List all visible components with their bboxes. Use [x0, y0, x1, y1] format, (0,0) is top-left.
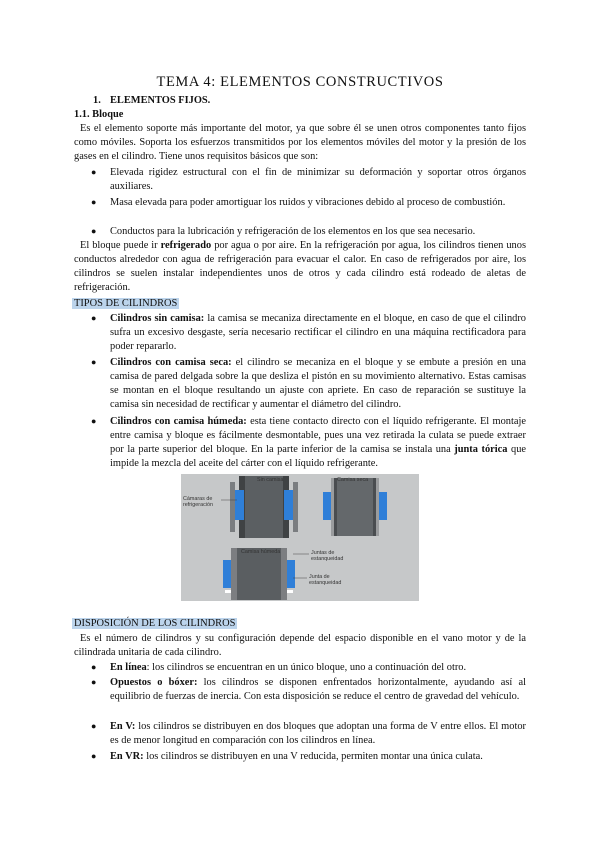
bullet-icon: ● — [91, 357, 97, 367]
cooling-bold: refrigerado — [160, 240, 212, 251]
cooling-text-post: por agua o por aire. En la refrigeración por agua, los cilindros tienen unos conductos alrededor con agua de refrigeración para evacuar el calor. En caso de refrigerados por aire, los cilindros se suelen instalar independientes unos de otros y cada cilindro está rodeado de aletas de refrigeración. — [74, 240, 526, 293]
bullet-icon: ● — [91, 662, 97, 672]
cylinder-type-item: Cilindros sin camisa: la camisa se mecaniza directamente en el bloque, en caso de que el cilindro sufra un excesivo desgaste, sería necesario rectificar el cilindro en una máquina rectificadora para poder repararlo. — [110, 313, 527, 352]
requirement-item: Masa elevada para poder amortiguar los ruidos y vibraciones debido al proceso de combustión. — [110, 197, 506, 208]
bullet-icon: ● — [91, 226, 97, 236]
bullet-icon: ● — [91, 197, 97, 207]
figure-label: Camisa húmeda — [241, 549, 281, 555]
bullet-icon: ● — [91, 751, 97, 761]
cooling-text-pre: El bloque puede ir — [80, 240, 161, 251]
cylinder-arrangement-heading: DISPOSICIÓN DE LOS CILINDROS — [74, 618, 236, 629]
bullet-icon: ● — [91, 313, 97, 323]
figure-label: Juntas de estanqueidad — [311, 550, 344, 562]
cylinder-types-heading: TIPOS DE CILINDROS — [74, 298, 178, 309]
requirement-item: Conductos para la lubricación y refrigeración de los elementos en los que sea necesario. — [110, 226, 476, 237]
arrangement-item: En VR: los cilindros se distribuyen en una V reducida, permiten montar una única culata. — [110, 751, 483, 762]
cylinder-type-item: Cilindros con camisa húmeda: esta tiene contacto directo con el líquido refrigerante. El montaje entre camisa y bloque es fácilmente desmontable, pues una vez retirada la culata se puede extraer por la parte superior del bloque. En la parte inferior de la camisa se instala una junta tórica que impide la mezcla del aceite del cárter con el líquido refrigerante. — [110, 416, 527, 469]
cooling-paragraph — [74, 239, 526, 295]
arrangement-item: Opuestos o bóxer: los cilindros se disponen enfrentados horizontalmente, ayudando así al equilibrio de fuerzas de inercia. Con esta disposición se reduce el centro de gravedad del vehículo. — [110, 677, 526, 702]
cylinder-type-item: Cilindros con camisa seca: el cilindro se mecaniza en el bloque y se embute a presión en una camisa de pared delgada sobre la que desliza el pistón en su movimiento alternativo. Estas camisas se montan en el bloque resultando un ajuste con apriete. En caso de reparación se sustituye la camisa sin necesidad de rectificar y aumentar el diámetro del cilindro. — [110, 357, 526, 410]
subsection-title: 1.1. Bloque — [74, 109, 124, 120]
requirement-item: Elevada rigidez estructural con el fin de minimizar su deformación y soportar otros órganos auxiliares. — [110, 167, 526, 192]
arrangement-intro: Es el número de cilindros y su configuración depende del espacio disponible en el vano motor y de la cilindrada unitaria de cada cilindro. — [74, 633, 526, 658]
cylinder-liners-illustration — [181, 474, 419, 601]
section-number: 1. — [93, 95, 101, 106]
bullet-icon: ● — [91, 167, 97, 177]
arrangement-item: En V: los cilindros se distribuyen en dos bloques que adoptan una forma de V entre ellos. El motor es de menor longitud en comparación con los cilindros en línea. — [110, 721, 526, 746]
bullet-icon: ● — [91, 677, 97, 687]
arrangement-item: En línea: los cilindros se encuentran en un único bloque, uno a continuación del otro. — [110, 662, 467, 673]
intro-paragraph: Es el elemento soporte más importante del motor, ya que sobre él se unen otros componentes tanto fijos como móviles. Soporta los esfuerzos transmitidos por los elementos móviles del motor y la presión de los gases en el cilindro. Tiene unos requisitos básicos que son: — [74, 123, 526, 162]
bullet-icon: ● — [91, 416, 97, 426]
section-title: ELEMENTOS FIJOS. — [110, 95, 211, 106]
figure-label: Sin camisa — [257, 477, 284, 483]
page-title: TEMA 4: ELEMENTOS CONSTRUCTIVOS — [156, 74, 444, 90]
figure-label: Junta de estanqueidad — [309, 574, 342, 586]
figure-label: Cámaras de refrigeración — [183, 496, 213, 508]
cylinder-liners-figure — [181, 474, 419, 601]
bullet-icon: ● — [91, 721, 97, 731]
figure-label: Camisa seca — [337, 477, 369, 483]
